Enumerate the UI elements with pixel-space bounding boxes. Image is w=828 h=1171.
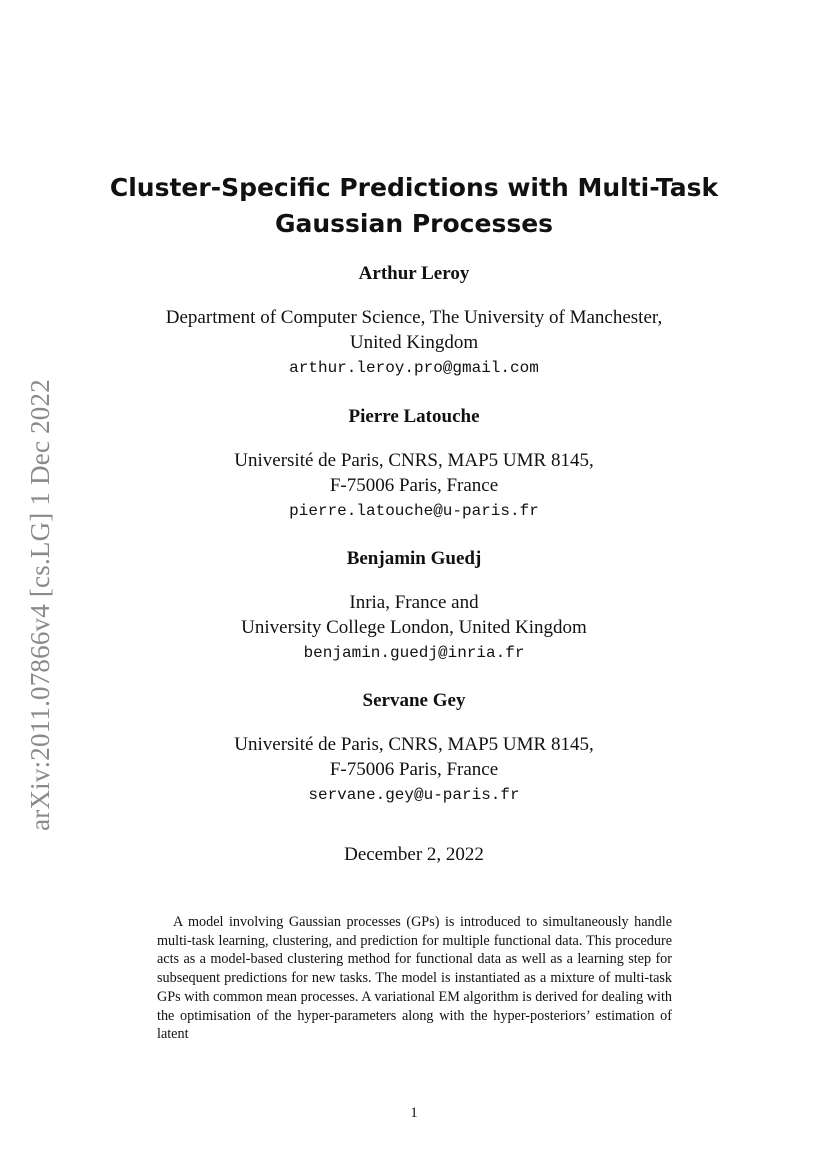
author-email: servane.gey@u-paris.fr	[308, 786, 520, 804]
author-email: pierre.latouche@u-paris.fr	[289, 502, 539, 520]
author-name: Pierre Latouche	[348, 406, 480, 427]
author-affiliation-line: University College London, United Kingdom	[241, 617, 587, 638]
author-block-leroy	[0, 262, 828, 379]
author-block-guedj	[0, 547, 828, 664]
author-email: benjamin.guedj@inria.fr	[303, 644, 525, 662]
author-name: Arthur Leroy	[358, 263, 470, 284]
author-email: arthur.leroy.pro@gmail.com	[289, 359, 539, 377]
author-name: Servane Gey	[362, 690, 466, 711]
author-affiliation-line: F-75006 Paris, France	[329, 759, 499, 780]
author-affiliation-line: Department of Computer Science, The University of Manchester,	[165, 307, 663, 328]
arxiv-identifier: arXiv:2011.07866v4 [cs.LG] 1 Dec 2022	[25, 379, 55, 831]
author-affiliation-line: Inria, France and	[349, 592, 479, 613]
page-number: 1	[410, 1105, 418, 1121]
publication-date: December 2, 2022	[344, 844, 484, 865]
abstract-text: A model involving Gaussian processes (GPs) is introduced to simultaneously handle multi-task learning, clustering, and prediction for multiple functional data. This procedure acts as a model-based clustering method for functional data as well as a learning step for subsequent predictions for new tasks. The model is instantiated as a mixture of multi-task GPs with common mean processes. A variational EM algorithm is derived for dealing with the optimisation of the hyper-parameters along with the hyper-posteriors’ estimation of latent	[157, 914, 672, 1043]
author-affiliation-line: United Kingdom	[349, 332, 479, 353]
paper-title	[0, 170, 828, 242]
paper-title-line-1: Cluster-Specific Predictions with Multi-Task	[109, 173, 719, 202]
author-block-latouche	[0, 405, 828, 522]
author-affiliation-line: Université de Paris, CNRS, MAP5 UMR 8145,	[234, 450, 594, 471]
author-name: Benjamin Guedj	[346, 548, 482, 569]
author-block-gey	[0, 689, 828, 806]
paper-title-line-2: Gaussian Processes	[274, 209, 554, 238]
author-affiliation-line: Université de Paris, CNRS, MAP5 UMR 8145,	[234, 734, 594, 755]
author-affiliation-line: F-75006 Paris, France	[329, 475, 499, 496]
